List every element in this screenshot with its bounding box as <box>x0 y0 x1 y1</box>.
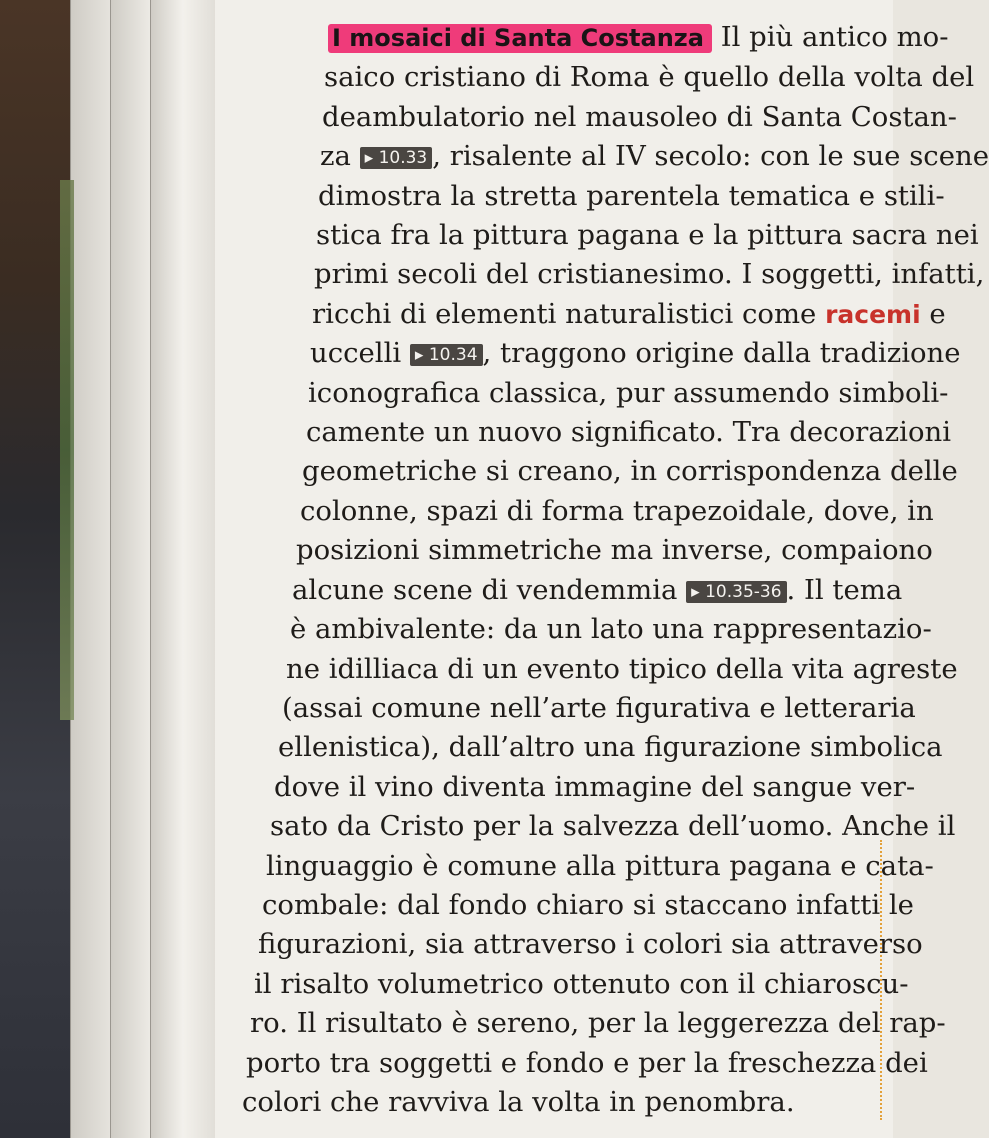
text-line: ne idilliaca di un evento tipico della vita agreste <box>286 652 958 685</box>
text-line: colonne, spazi di forma trapezoidale, dove, in <box>300 494 934 527</box>
text-line: geometriche si creano, in corrispondenza delle <box>302 455 958 488</box>
text-line: ricchi di elementi naturalistici come racemi e <box>312 297 946 330</box>
text-line: ellenistica), dall’altro una figurazione simbolica <box>278 731 943 764</box>
text-line: ro. Il risultato è sereno, per la leggerezza del rap- <box>250 1007 946 1040</box>
text-line: colori che ravviva la volta in penombra. <box>242 1085 795 1118</box>
text-line: combale: dal fondo chiaro si staccano infatti le <box>262 888 914 921</box>
figure-reference-badge: ▸ 10.33 <box>360 147 433 169</box>
keyword-racemi: racemi <box>825 299 921 329</box>
text-line: dimostra la stretta parentela tematica e stili- <box>318 179 945 212</box>
text-line: (assai comune nell’arte figurativa e letteraria <box>282 691 916 724</box>
text-line: porto tra soggetti e fondo e per la freschezza dei <box>246 1046 928 1079</box>
text-line: posizioni simmetriche ma inverse, compaiono <box>296 534 933 567</box>
body-paragraph <box>240 18 989 1122</box>
text-line: camente un nuovo significato. Tra decorazioni <box>306 416 952 449</box>
text-line: dove il vino diventa immagine del sangue ver- <box>274 770 916 803</box>
text-line: figurazioni, sia attraverso i colori sia attraverso <box>258 928 923 961</box>
text-line: il risalto volumetrico ottenuto con il chiaroscu- <box>254 967 909 1000</box>
text-line: alcune scene di vendemmia ▸ 10.35-36 . Il tema <box>292 573 903 606</box>
text-line: stica fra la pittura pagana e la pittura sacra nei <box>316 219 979 252</box>
page-edge-colored-strip <box>60 180 74 720</box>
text-line: primi secoli del cristianesimo. I soggetti, infatti, <box>314 258 985 291</box>
text-line: saico cristiano di Roma è quello della volta del <box>324 61 975 94</box>
section-title: I mosaici di Santa Costanza <box>328 24 712 53</box>
text-line: uccelli ▸ 10.34 , traggono origine dalla tradizione <box>310 337 961 370</box>
text-line: iconografica classica, pur assumendo simboli- <box>308 376 949 409</box>
figure-reference-badge: ▸ 10.34 <box>410 344 483 366</box>
text-line: za ▸ 10.33 , risalente al IV secolo: con le sue scene <box>320 140 989 173</box>
text-line: I mosaici di Santa Costanza Il più antico mo- <box>328 18 885 58</box>
text-line: è ambivalente: da un lato una rappresentazio- <box>290 613 932 646</box>
text-line: linguaggio è comune alla pittura pagana e cata- <box>266 849 934 882</box>
figure-reference-badge: ▸ 10.35-36 <box>686 581 786 603</box>
text-line: deambulatorio nel mausoleo di Santa Costan- <box>322 100 957 133</box>
text-line: sato da Cristo per la salvezza dell’uomo. Anche il <box>270 810 956 843</box>
